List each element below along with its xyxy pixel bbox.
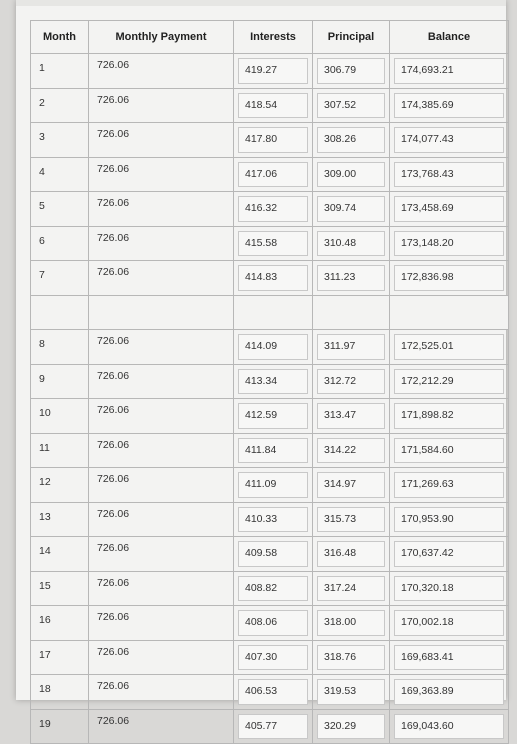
interest-cell xyxy=(234,157,313,192)
month-value: 6 xyxy=(39,234,45,247)
gap-cell xyxy=(313,295,390,330)
interest-cell xyxy=(234,364,313,399)
balance-cell xyxy=(390,606,509,641)
balance-value: 170,320.18 xyxy=(401,581,454,594)
month-value: 9 xyxy=(39,372,45,385)
principal-value: 317.24 xyxy=(324,581,357,594)
principal-cell xyxy=(313,537,390,572)
interest-value: 411.84 xyxy=(245,443,277,456)
payment-value: 726.06 xyxy=(97,266,130,278)
principal-cell xyxy=(313,433,390,468)
table-gap xyxy=(31,295,509,330)
balance-value: 174,693.21 xyxy=(401,64,454,76)
month-value: 11 xyxy=(39,441,50,454)
balance-value: 170,002.18 xyxy=(401,616,454,628)
interest-value: 407.30 xyxy=(245,650,278,663)
principal-cell xyxy=(313,54,390,89)
month-value: 16 xyxy=(39,614,51,626)
interest-cell xyxy=(234,54,313,89)
month-value: 10 xyxy=(39,407,51,419)
balance-cell xyxy=(390,709,509,744)
balance-cell xyxy=(390,192,509,227)
month-value: 19 xyxy=(39,717,51,730)
header-interests: Interests xyxy=(234,21,313,54)
interest-cell xyxy=(234,399,313,434)
month-cell xyxy=(31,571,89,606)
header-monthly-payment: Monthly Payment xyxy=(89,21,234,54)
month-cell xyxy=(31,399,89,434)
principal-cell xyxy=(313,468,390,503)
payment-cell xyxy=(89,433,234,468)
payment-cell xyxy=(89,54,234,89)
month-cell xyxy=(31,606,89,641)
principal-value: 314.22 xyxy=(324,443,357,456)
month-cell xyxy=(31,226,89,261)
header-principal: Principal xyxy=(313,21,390,54)
balance-cell xyxy=(390,502,509,537)
month-cell xyxy=(31,433,89,468)
payment-cell xyxy=(89,640,234,675)
interest-value: 408.82 xyxy=(245,581,278,594)
balance-cell xyxy=(390,330,509,365)
month-cell xyxy=(31,364,89,399)
month-value: 8 xyxy=(39,338,45,350)
month-value: 17 xyxy=(39,648,51,661)
principal-value: 311.97 xyxy=(324,340,356,352)
interest-cell xyxy=(234,502,313,537)
interest-cell xyxy=(234,123,313,158)
payment-value: 726.06 xyxy=(97,335,130,347)
interest-value: 413.34 xyxy=(245,374,278,387)
table-row xyxy=(31,709,509,744)
balance-value: 169,363.89 xyxy=(401,685,454,697)
balance-cell xyxy=(390,54,509,89)
interest-cell xyxy=(234,675,313,710)
balance-value: 174,385.69 xyxy=(401,98,454,111)
payment-cell xyxy=(89,364,234,399)
balance-cell xyxy=(390,226,509,261)
month-value: 12 xyxy=(39,476,51,488)
payment-value: 726.06 xyxy=(97,369,130,382)
table-row xyxy=(31,157,509,192)
payment-value: 726.06 xyxy=(97,197,130,209)
table-row xyxy=(31,330,509,365)
table-row xyxy=(31,399,509,434)
table-row xyxy=(31,502,509,537)
month-value: 7 xyxy=(39,269,45,281)
payment-value: 726.06 xyxy=(97,404,130,416)
principal-value: 316.48 xyxy=(324,547,357,559)
interest-value: 409.58 xyxy=(245,547,278,559)
principal-cell xyxy=(313,88,390,123)
table-header-row xyxy=(31,21,509,54)
balance-value: 172,836.98 xyxy=(401,271,454,283)
principal-value: 318.76 xyxy=(324,650,357,663)
payment-cell xyxy=(89,606,234,641)
table-row xyxy=(31,640,509,675)
month-cell xyxy=(31,157,89,192)
payment-cell xyxy=(89,468,234,503)
month-cell xyxy=(31,330,89,365)
table-row xyxy=(31,88,509,123)
balance-value: 169,683.41 xyxy=(401,650,454,663)
balance-cell xyxy=(390,123,509,158)
balance-cell xyxy=(390,399,509,434)
balance-cell xyxy=(390,640,509,675)
interest-cell xyxy=(234,192,313,227)
table-row xyxy=(31,226,509,261)
balance-cell xyxy=(390,537,509,572)
balance-value: 172,525.01 xyxy=(401,340,454,352)
payment-value: 726.06 xyxy=(97,680,130,692)
principal-cell xyxy=(313,226,390,261)
principal-value: 313.47 xyxy=(324,409,357,421)
principal-value: 309.00 xyxy=(324,167,357,180)
interest-cell xyxy=(234,571,313,606)
header-month: Month xyxy=(31,21,89,54)
month-cell xyxy=(31,261,89,296)
gap-cell xyxy=(89,295,234,330)
month-value: 5 xyxy=(39,200,45,212)
payment-value: 726.06 xyxy=(97,128,130,140)
payment-cell xyxy=(89,88,234,123)
gap-cell xyxy=(31,295,89,330)
month-cell xyxy=(31,123,89,158)
payment-value: 726.06 xyxy=(97,576,130,589)
month-cell xyxy=(31,502,89,537)
interest-value: 416.32 xyxy=(245,202,278,214)
interest-value: 417.80 xyxy=(245,133,278,145)
payment-value: 726.06 xyxy=(97,473,130,485)
month-cell xyxy=(31,192,89,227)
payment-cell xyxy=(89,571,234,606)
interest-value: 410.33 xyxy=(245,512,278,525)
balance-value: 173,148.20 xyxy=(401,236,454,249)
balance-value: 174,077.43 xyxy=(401,133,454,145)
principal-cell xyxy=(313,675,390,710)
balance-value: 169,043.60 xyxy=(401,719,454,732)
payment-value: 726.06 xyxy=(97,231,130,244)
interest-value: 419.27 xyxy=(245,64,278,76)
interest-cell xyxy=(234,330,313,365)
payment-value: 726.06 xyxy=(97,611,130,623)
payment-value: 726.06 xyxy=(97,645,130,658)
principal-value: 314.97 xyxy=(324,478,357,490)
principal-cell xyxy=(313,330,390,365)
principal-cell xyxy=(313,261,390,296)
paper-sheet xyxy=(16,0,506,732)
payment-value: 726.06 xyxy=(97,714,130,727)
header-balance: Balance xyxy=(390,21,509,54)
principal-value: 307.52 xyxy=(324,98,357,111)
payment-value: 726.06 xyxy=(97,507,130,520)
payment-value: 726.06 xyxy=(97,542,130,554)
interest-value: 412.59 xyxy=(245,409,278,421)
interest-value: 406.53 xyxy=(245,685,278,697)
payment-cell xyxy=(89,709,234,744)
principal-value: 312.72 xyxy=(324,374,357,387)
month-cell xyxy=(31,675,89,710)
interest-value: 408.06 xyxy=(245,616,278,628)
interest-value: 405.77 xyxy=(245,719,278,732)
balance-value: 170,953.90 xyxy=(401,512,454,525)
balance-cell xyxy=(390,157,509,192)
table-row xyxy=(31,261,509,296)
interest-cell xyxy=(234,468,313,503)
interest-cell xyxy=(234,433,313,468)
sheet-top-edge xyxy=(16,0,506,6)
gap-cell xyxy=(390,295,509,330)
interest-value: 418.54 xyxy=(245,98,278,111)
interest-value: 417.06 xyxy=(245,167,278,180)
table-row xyxy=(31,433,509,468)
principal-value: 318.00 xyxy=(324,616,357,628)
interest-cell xyxy=(234,226,313,261)
payment-cell xyxy=(89,502,234,537)
principal-value: 311.23 xyxy=(324,271,356,283)
interest-cell xyxy=(234,606,313,641)
principal-value: 310.48 xyxy=(324,236,357,249)
month-value: 18 xyxy=(39,683,51,695)
payment-cell xyxy=(89,399,234,434)
month-value: 15 xyxy=(39,579,51,592)
payment-cell xyxy=(89,330,234,365)
month-value: 3 xyxy=(39,131,45,143)
table-row xyxy=(31,606,509,641)
payment-cell xyxy=(89,157,234,192)
balance-cell xyxy=(390,433,509,468)
balance-value: 172,212.29 xyxy=(401,374,454,387)
balance-cell xyxy=(390,571,509,606)
payment-value: 726.06 xyxy=(97,162,130,175)
payment-cell xyxy=(89,192,234,227)
month-cell xyxy=(31,709,89,744)
month-cell xyxy=(31,54,89,89)
amortization-table xyxy=(30,20,509,744)
table-row xyxy=(31,123,509,158)
balance-cell xyxy=(390,675,509,710)
principal-cell xyxy=(313,399,390,434)
principal-value: 315.73 xyxy=(324,512,357,525)
month-cell xyxy=(31,640,89,675)
interest-value: 414.09 xyxy=(245,340,278,352)
month-value: 4 xyxy=(39,165,45,178)
balance-value: 173,768.43 xyxy=(401,167,454,180)
payment-cell xyxy=(89,123,234,158)
table-row xyxy=(31,192,509,227)
month-value: 2 xyxy=(39,96,45,109)
payment-value: 726.06 xyxy=(97,438,130,451)
payment-cell xyxy=(89,226,234,261)
interest-cell xyxy=(234,88,313,123)
table-row xyxy=(31,468,509,503)
balance-value: 171,269.63 xyxy=(401,478,454,490)
principal-cell xyxy=(313,123,390,158)
balance-value: 170,637.42 xyxy=(401,547,454,559)
payment-cell xyxy=(89,261,234,296)
payment-value: 726.06 xyxy=(97,59,130,71)
balance-cell xyxy=(390,364,509,399)
interest-value: 411.09 xyxy=(245,478,277,490)
table-row xyxy=(31,54,509,89)
payment-cell xyxy=(89,675,234,710)
payment-cell xyxy=(89,537,234,572)
gap-cell xyxy=(234,295,313,330)
balance-value: 171,898.82 xyxy=(401,409,454,421)
interest-cell xyxy=(234,640,313,675)
month-value: 13 xyxy=(39,510,51,523)
principal-cell xyxy=(313,606,390,641)
principal-cell xyxy=(313,571,390,606)
balance-cell xyxy=(390,261,509,296)
principal-cell xyxy=(313,364,390,399)
interest-cell xyxy=(234,709,313,744)
month-cell xyxy=(31,537,89,572)
principal-value: 309.74 xyxy=(324,202,357,214)
month-cell xyxy=(31,468,89,503)
principal-value: 308.26 xyxy=(324,133,357,145)
principal-value: 320.29 xyxy=(324,719,357,732)
payment-value: 726.06 xyxy=(97,93,130,106)
principal-cell xyxy=(313,157,390,192)
table-row xyxy=(31,364,509,399)
table-body xyxy=(31,54,509,744)
table-row xyxy=(31,537,509,572)
interest-value: 415.58 xyxy=(245,236,278,249)
month-value: 1 xyxy=(39,62,45,74)
month-cell xyxy=(31,88,89,123)
table-row xyxy=(31,571,509,606)
month-value: 14 xyxy=(39,545,51,557)
balance-value: 173,458.69 xyxy=(401,202,454,214)
interest-cell xyxy=(234,261,313,296)
principal-cell xyxy=(313,709,390,744)
interest-value: 414.83 xyxy=(245,271,278,283)
principal-cell xyxy=(313,192,390,227)
interest-cell xyxy=(234,537,313,572)
principal-value: 306.79 xyxy=(324,64,357,76)
table-row xyxy=(31,675,509,710)
balance-cell xyxy=(390,88,509,123)
principal-cell xyxy=(313,640,390,675)
principal-value: 319.53 xyxy=(324,685,357,697)
balance-value: 171,584.60 xyxy=(401,443,454,456)
principal-cell xyxy=(313,502,390,537)
balance-cell xyxy=(390,468,509,503)
